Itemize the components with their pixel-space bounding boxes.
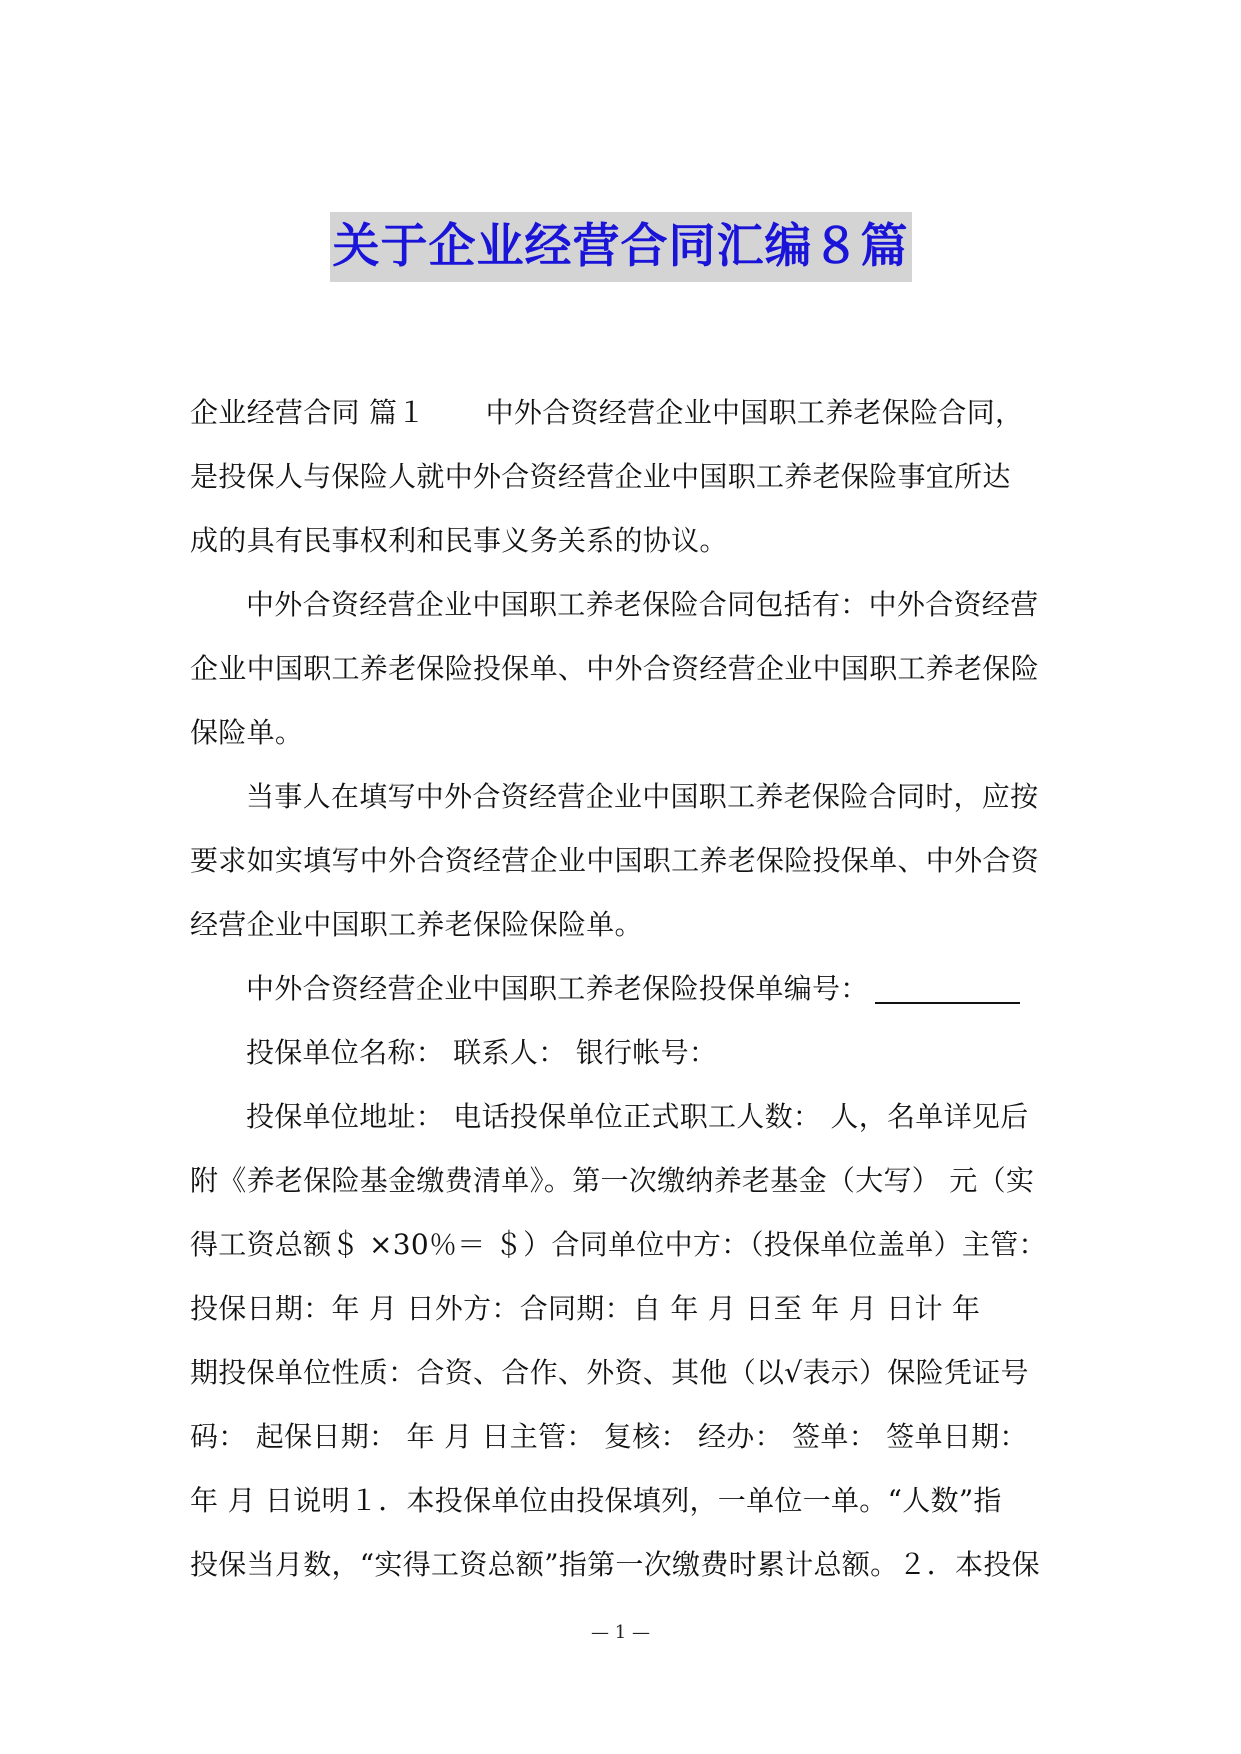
title-container xyxy=(0,212,1241,282)
text-line: 中外合资经营企业中国职工养老保险合同包括有：中外合资经营 xyxy=(246,588,1039,621)
text-line: 成的具有民事权利和民事义务关系的协议。 xyxy=(190,524,728,557)
text-line: 附《养老保险基金缴费清单》。第一次缴纳养老基金（大写） 元（实 xyxy=(190,1164,1035,1197)
document-title: 关于企业经营合同汇编８篇 xyxy=(330,212,912,282)
page-number: — 1 — xyxy=(591,1622,650,1643)
text-line: 经营企业中国职工养老保险保险单。 xyxy=(190,908,643,941)
fill-in-blank xyxy=(875,976,1020,1004)
paragraph-line xyxy=(190,381,1070,445)
text-line: 投保单位名称： 联系人： 银行帐号： xyxy=(246,1036,718,1069)
text-line: 当事人在填写中外合资经营企业中国职工养老保险合同时，应按 xyxy=(246,780,1039,813)
text-line: 中外合资经营企业中国职工养老保险合同， xyxy=(485,396,1024,429)
text-line: 投保当月数，“实得工资总额”指第一次缴费时累计总额。２．本投保 xyxy=(190,1548,1040,1581)
text-line: 是投保人与保险人就中外合资经营企业中国职工养老保险事宜所达 xyxy=(190,460,1011,493)
text-line: 年 月 日说明１．本投保单位由投保填列，一单位一单。“人数”指 xyxy=(190,1484,1002,1517)
text-line: 投保日期：年 月 日外方：合同期：自 年 月 日至 年 月 日计 年 xyxy=(190,1292,981,1325)
text-line: 期投保单位性质：合资、合作、外资、其他（以√表示）保险凭证号 xyxy=(190,1356,1029,1389)
text-line: 得工资总额＄ ×30％＝ ＄）合同单位中方：（投保单位盖单）主管： xyxy=(190,1228,1047,1261)
paragraph-line xyxy=(190,957,1070,1021)
text-line: 中外合资经营企业中国职工养老保险投保单编号： xyxy=(246,972,869,1005)
text-line: 码： 起保日期： 年 月 日主管： 复核： 经办： 签单： 签单日期： xyxy=(190,1420,1028,1453)
text-line: 保险单。 xyxy=(190,716,304,749)
text-line: 要求如实填写中外合资经营企业中国职工养老保险投保单、中外合资 xyxy=(190,844,1040,877)
text-line: 企业中国职工养老保险投保单、中外合资经营企业中国职工养老保险 xyxy=(190,652,1040,685)
text-line: 投保单位地址： 电话投保单位正式职工人数： 人，名单详见后 xyxy=(246,1100,1029,1133)
document-body xyxy=(190,381,1070,1597)
section-heading: 企业经营合同 篇１ xyxy=(190,396,426,429)
